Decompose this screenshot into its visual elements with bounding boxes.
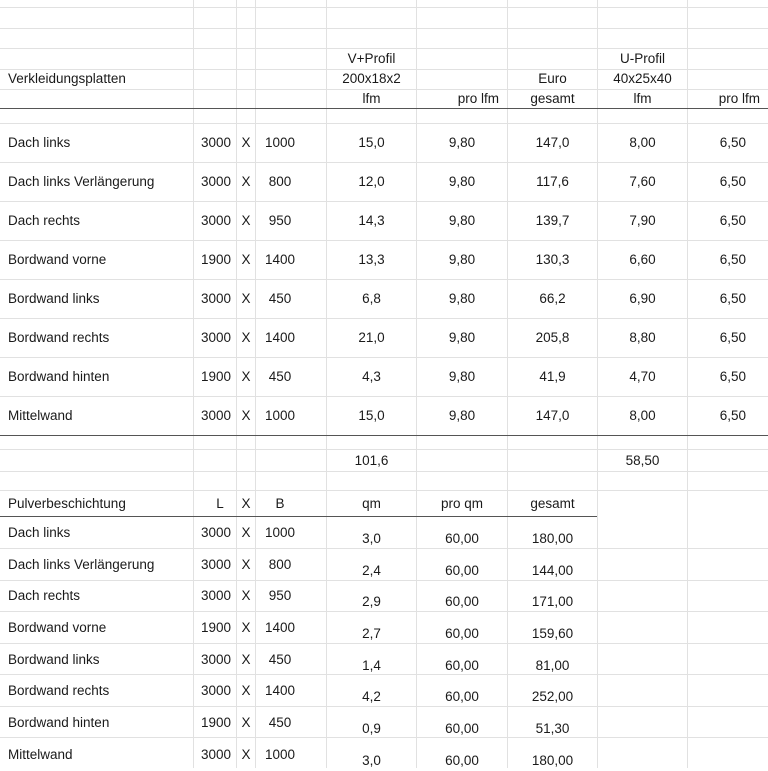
section1-title[interactable]: Verkleidungsplatten: [8, 71, 126, 86]
euro-header[interactable]: Euro: [538, 71, 567, 86]
width-cell[interactable]: 1000: [264, 408, 296, 423]
u-lfm-cell[interactable]: 7,90: [629, 213, 656, 228]
width-cell[interactable]: 1000: [264, 525, 296, 540]
price-qm-header[interactable]: pro qm: [440, 496, 484, 511]
x-cell[interactable]: X: [241, 525, 251, 540]
row-name-cell[interactable]: Bordwand links: [8, 291, 100, 306]
v-profil-header[interactable]: V+Profil: [347, 51, 396, 66]
gesamt-cell[interactable]: 51,30: [535, 721, 570, 736]
price-qm-cell[interactable]: 60,00: [445, 689, 479, 704]
row-border: [0, 162, 768, 163]
row-name-cell[interactable]: Mittelwand: [8, 408, 73, 423]
qm-cell[interactable]: 2,9: [362, 594, 381, 609]
gesamt-header[interactable]: gesamt: [530, 496, 575, 511]
v-price-cell[interactable]: 9,80: [448, 174, 476, 189]
x-cell[interactable]: X: [241, 652, 251, 667]
u-lfm-cell[interactable]: 8,00: [629, 135, 656, 150]
v-lfm-cell[interactable]: 15,0: [358, 408, 385, 423]
v-lfm-cell[interactable]: 12,0: [358, 174, 385, 189]
row-border: [0, 396, 768, 397]
length-cell[interactable]: 3000: [200, 588, 231, 603]
euro-cell[interactable]: 130,3: [535, 252, 570, 267]
row-border: [0, 490, 768, 491]
length-cell[interactable]: 3000: [200, 408, 231, 423]
price-qm-cell[interactable]: 60,00: [445, 594, 479, 609]
width-cell[interactable]: 950: [268, 588, 292, 603]
v-price-cell[interactable]: 9,80: [448, 408, 476, 423]
price-qm-cell[interactable]: 60,00: [445, 531, 479, 546]
row-name-cell[interactable]: Dach links: [8, 525, 71, 540]
x-cell[interactable]: X: [241, 715, 251, 730]
qm-cell[interactable]: 3,0: [362, 531, 381, 546]
gesamt-cell[interactable]: 252,00: [531, 689, 574, 704]
u-price-cell[interactable]: 6,50: [719, 330, 746, 345]
qm-cell[interactable]: 0,9: [362, 721, 381, 736]
gesamt-cell[interactable]: 81,00: [535, 658, 570, 673]
x-cell[interactable]: X: [241, 588, 251, 603]
price-qm-cell[interactable]: 60,00: [445, 658, 479, 673]
width-cell[interactable]: 1000: [264, 135, 296, 150]
x-cell[interactable]: X: [241, 291, 251, 306]
euro-total-header[interactable]: gesamt: [530, 91, 575, 106]
length-cell[interactable]: 3000: [200, 557, 231, 572]
price-qm-cell[interactable]: 60,00: [445, 626, 479, 641]
row-border: [0, 279, 768, 280]
u-lfm-cell[interactable]: 7,60: [629, 174, 656, 189]
v-lfm-header[interactable]: lfm: [362, 91, 381, 106]
row-name-cell[interactable]: Bordwand hinten: [8, 715, 110, 730]
x-cell[interactable]: X: [241, 369, 251, 384]
v-lfm-cell[interactable]: 4,3: [362, 369, 381, 384]
euro-cell[interactable]: 66,2: [539, 291, 566, 306]
row-name-cell[interactable]: Dach links Verlängerung: [8, 557, 155, 572]
v-price-cell[interactable]: 9,80: [448, 213, 476, 228]
row-border: [0, 201, 768, 202]
v-price-cell[interactable]: 9,80: [448, 369, 476, 384]
price-qm-cell[interactable]: 60,00: [445, 563, 479, 578]
section2-title[interactable]: Pulverbeschichtung: [8, 496, 126, 511]
u-price-cell[interactable]: 6,50: [719, 369, 746, 384]
row-border: [0, 123, 768, 124]
length-cell[interactable]: 1900: [200, 620, 231, 635]
euro-cell[interactable]: 147,0: [535, 408, 570, 423]
euro-cell[interactable]: 41,9: [539, 369, 566, 384]
u-price-cell[interactable]: 6,50: [719, 252, 746, 267]
section-bottom-border: [0, 435, 768, 436]
v-price-cell[interactable]: 9,80: [448, 135, 476, 150]
x-cell[interactable]: X: [241, 252, 251, 267]
row-name-cell[interactable]: Bordwand rechts: [8, 683, 110, 698]
qm-cell[interactable]: 4,2: [362, 689, 381, 704]
gesamt-cell[interactable]: 180,00: [531, 753, 574, 768]
gesamt-cell[interactable]: 180,00: [531, 531, 574, 546]
u-price-cell[interactable]: 6,50: [719, 174, 746, 189]
v-lfm-cell[interactable]: 13,3: [358, 252, 385, 267]
length-cell[interactable]: 3000: [200, 135, 231, 150]
price-qm-cell[interactable]: 60,00: [445, 753, 479, 768]
row-name-cell[interactable]: Dach links: [8, 135, 71, 150]
euro-cell[interactable]: 205,8: [535, 330, 570, 345]
row-border: [0, 471, 768, 472]
row-name-cell[interactable]: Bordwand rechts: [8, 330, 110, 345]
row-border: [0, 357, 768, 358]
euro-cell[interactable]: 117,6: [536, 174, 569, 189]
qm-cell[interactable]: 3,0: [362, 753, 381, 768]
x-cell[interactable]: X: [241, 557, 251, 572]
width-cell[interactable]: 450: [268, 291, 292, 306]
u-lfm-cell[interactable]: 8,80: [629, 330, 656, 345]
width-cell[interactable]: 800: [268, 557, 292, 572]
u-price-cell[interactable]: 6,50: [719, 408, 746, 423]
width-cell[interactable]: 1400: [264, 620, 296, 635]
v-lfm-cell[interactable]: 21,0: [358, 330, 385, 345]
v-lfm-cell[interactable]: 15,0: [358, 135, 385, 150]
v-price-cell[interactable]: 9,80: [448, 252, 476, 267]
x-cell[interactable]: X: [241, 135, 251, 150]
x-cell[interactable]: X: [241, 213, 251, 228]
row-name-cell[interactable]: Dach rechts: [8, 588, 81, 603]
length-cell[interactable]: 3000: [200, 652, 231, 667]
length-cell[interactable]: 3000: [200, 291, 231, 306]
v-price-header[interactable]: pro lfm: [457, 91, 499, 106]
qm-cell[interactable]: 2,7: [362, 626, 381, 641]
row-border: [0, 449, 768, 450]
qm-header[interactable]: qm: [362, 496, 381, 511]
v-lfm-cell[interactable]: 6,8: [362, 291, 381, 306]
width-cell[interactable]: 450: [268, 369, 292, 384]
width-cell[interactable]: 1400: [264, 683, 296, 698]
width-cell[interactable]: 450: [268, 652, 292, 667]
gesamt-cell[interactable]: 159,60: [531, 626, 574, 641]
row-name-cell[interactable]: Bordwand links: [8, 652, 100, 667]
v-lfm-total[interactable]: 101,6: [354, 453, 389, 468]
u-price-cell[interactable]: 6,50: [719, 291, 746, 306]
length-cell[interactable]: 3000: [200, 330, 231, 345]
u-price-header[interactable]: pro lfm: [718, 91, 760, 106]
v-profil-size-header[interactable]: 200x18x2: [342, 71, 401, 86]
price-qm-cell[interactable]: 60,00: [445, 721, 479, 736]
b-header[interactable]: B: [275, 496, 285, 511]
x-cell[interactable]: X: [241, 620, 251, 635]
length-cell[interactable]: 3000: [200, 174, 231, 189]
u-profil-header[interactable]: U-Profil: [619, 51, 665, 66]
euro-cell[interactable]: 147,0: [535, 135, 570, 150]
u-price-cell[interactable]: 6,50: [719, 135, 746, 150]
qm-cell[interactable]: 1,4: [362, 658, 381, 673]
row-name-cell[interactable]: Bordwand vorne: [8, 620, 107, 635]
row-name-cell[interactable]: Bordwand vorne: [8, 252, 107, 267]
v-price-cell[interactable]: 9,80: [448, 291, 476, 306]
length-cell[interactable]: 3000: [200, 747, 231, 762]
qm-cell[interactable]: 2,4: [362, 563, 381, 578]
v-lfm-cell[interactable]: 14,3: [358, 213, 385, 228]
row-name-cell[interactable]: Dach links Verlängerung: [8, 174, 155, 189]
x-cell[interactable]: X: [241, 683, 251, 698]
gesamt-cell[interactable]: 144,00: [531, 563, 574, 578]
x-header[interactable]: X: [241, 496, 251, 511]
row-name-cell[interactable]: Mittelwand: [8, 747, 73, 762]
u-lfm-cell[interactable]: 6,90: [629, 291, 656, 306]
x-cell[interactable]: X: [241, 174, 251, 189]
width-cell[interactable]: 950: [268, 213, 292, 228]
row-border: [0, 318, 768, 319]
v-price-cell[interactable]: 9,80: [448, 330, 476, 345]
row-name-cell[interactable]: Bordwand hinten: [8, 369, 110, 384]
length-cell[interactable]: 1900: [200, 715, 231, 730]
length-cell[interactable]: 1900: [200, 369, 231, 384]
width-cell[interactable]: 800: [268, 174, 292, 189]
u-lfm-cell[interactable]: 6,60: [629, 252, 656, 267]
u-lfm-cell[interactable]: 4,70: [629, 369, 656, 384]
width-cell[interactable]: 1400: [264, 330, 296, 345]
l-header[interactable]: L: [216, 496, 224, 511]
u-lfm-cell[interactable]: 8,00: [629, 408, 656, 423]
x-cell[interactable]: X: [241, 330, 251, 345]
u-lfm-header[interactable]: lfm: [633, 91, 652, 106]
width-cell[interactable]: 1400: [264, 252, 296, 267]
row-name-cell[interactable]: Dach rechts: [8, 213, 81, 228]
width-cell[interactable]: 450: [268, 715, 292, 730]
u-lfm-total[interactable]: 58,50: [625, 453, 660, 468]
x-cell[interactable]: X: [241, 747, 251, 762]
pulver-header-border: [0, 516, 597, 517]
gesamt-cell[interactable]: 171,00: [531, 594, 574, 609]
row-border: [0, 7, 768, 8]
length-cell[interactable]: 1900: [200, 252, 231, 267]
width-cell[interactable]: 1000: [264, 747, 296, 762]
euro-cell[interactable]: 139,7: [535, 213, 570, 228]
u-price-cell[interactable]: 6,50: [719, 213, 746, 228]
x-cell[interactable]: X: [241, 408, 251, 423]
length-cell[interactable]: 3000: [200, 525, 231, 540]
length-cell[interactable]: 3000: [200, 213, 231, 228]
row-border: [0, 28, 768, 29]
row-border: [0, 240, 768, 241]
length-cell[interactable]: 3000: [200, 683, 231, 698]
u-profil-size-header[interactable]: 40x25x40: [613, 71, 672, 86]
